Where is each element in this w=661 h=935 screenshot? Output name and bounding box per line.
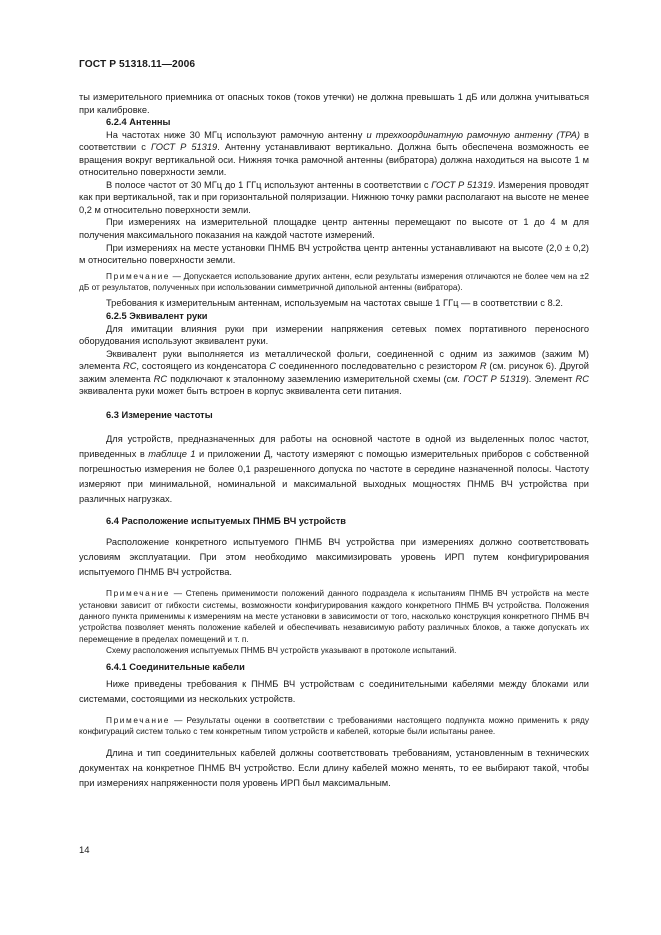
heading-6-2-4: 6.2.4 Антенны: [106, 117, 171, 128]
paragraph-6-2-5-1: Для имитации влияния руки при измерении напряжения сетевых помех портативного переносного оборудования используют эквивалент руки.: [79, 323, 589, 347]
page-number: 14: [79, 845, 90, 856]
document-body: [79, 91, 589, 791]
heading-6-4: 6.4 Расположение испытуемых ПНМБ ВЧ устройств: [106, 515, 346, 526]
paragraph-intro: ты измерительного приемника от опасных токов (токов утечки) не должна превышать 1 дБ или должна учитываться при калибровке.: [79, 92, 589, 115]
paragraph-6-2-4-1: На частотах ниже 30 МГц используют рамочную антенну и трехкоординатную рамочную антенну (ТРА) в соответствии с ГОСТ Р 51319. Антенну устанавливают вертикально. Должна быть обеспечена возможность ее вращения вокруг вертикальной оси. Нижняя точка рамочной антенны (вибратора) должна находиться на высоте 1 м относительно поверхности земли.: [79, 129, 589, 178]
document-header: ГОСТ Р 51318.11—2006: [79, 59, 196, 70]
note-antennas: Примечание — Допускается использование других антенн, если результаты измерения отличаются не более чем на ±2 дБ от результатов, полученных при использовании симметричной дипольной антенны (вибратора).: [79, 270, 589, 293]
paragraph-6-2-4-2: В полосе частот от 30 МГц до 1 ГГц используют антенны в соответствии с ГОСТ Р 51319. Измерения проводят как при вертикальной, так и при горизонтальной поляризации. Нижнюю точку рамки располагают на высоте не менее 0,2 м относительно поверхности земли.: [79, 179, 589, 215]
heading-6-3: 6.3 Измерение частоты: [106, 409, 213, 420]
paragraph-6-4-1-2: Длина и тип соединительных кабелей должны соответствовать требованиям, установленным в технических документах на конкретное ПНМБ ВЧ устройство. Если длину кабелей можно менять, то ее выбирают такой, чтобы при измерениях напряженности поля уровень ИРП был максимальным.: [79, 747, 589, 788]
note-placement: Примечание — Степень применимости положений данного подраздела к испытаниям ПНМБ ВЧ устройств на месте установки зависит от гибкости системы, возможности конфигурирования каждого конкретного ПНМБ ВЧ устройства. Положения данного пункта применимы к измерениям на месте установки в зависимости от того, насколько конструкция конкретного ПНМБ ВЧ устройства позволяет менять положение кабелей и обеспечивать независимую работу различных блоков, а также допускать их перемещение в пределах помещений и т. п.: [79, 588, 589, 644]
heading-6-4-1: 6.4.1 Соединительные кабели: [106, 661, 245, 672]
paragraph-6-4-1-1: Ниже приведены требования к ПНМБ ВЧ устройствам с соединительными кабелями между блоками или системами, состоящими из нескольких устройств.: [79, 679, 589, 705]
heading-6-2-5: 6.2.5 Эквивалент руки: [106, 311, 208, 322]
paragraph-6-2-4-5: Требования к измерительным антеннам, используемым на частотах свыше 1 ГГц — в соответствии с 8.2.: [106, 298, 563, 309]
paragraph-6-2-4-3: При измерениях на измерительной площадке центр антенны перемещают по высоте от 1 до 4 м для получения максимального показания на каждой частоте измерений.: [79, 217, 589, 241]
paragraph-6-3-1: Для устройств, предназначенных для работы на основной частоте в одной из выделенных полос частот, приведенных в таблице 1 и приложении Д, частоту измеряют с помощью измерительных приборов с собственной погрешностью измерения не более 0,1 разрешенного допуска по частоте в середине назначенной полосы. Частоту измеряют при минимальной, номинальной и максимальной выходных мощностях ПНМБ ВЧ устройства при различных нагрузках.: [79, 434, 589, 505]
paragraph-6-4-1: Расположение конкретного испытуемого ПНМБ ВЧ устройства при измерениях должно соответствовать условиям эксплуатации. При этом необходимо максимизировать уровень ИРП путем конфигурирования испытуемого ПНМБ ВЧ устройства.: [79, 537, 589, 578]
note-cables: Примечание — Результаты оценки в соответствии с требованиями настоящего подпункта можно применить к ряду конфигураций систем только с тем конкретным типом устройств и кабелей, которые были испытаны ранее.: [79, 714, 589, 737]
note-placement-line2: Схему расположения испытуемых ПНМБ ВЧ устройств указывают в протоколе испытаний.: [106, 645, 457, 656]
paragraph-6-2-5-2: Эквивалент руки выполняется из металлической фольги, соединенной с одним из зажимов (зажим М) элемента RC, состоящего из конденсатора C соединенного последовательно с резистором R (см. рисунок 6). Другой зажим элемента RC подключают к эталонному заземлению измерительной схемы (см. ГОСТ Р 51319). Элемент RC эквивалента руки может быть встроен в корпус эквивалента сети питания.: [79, 348, 590, 397]
paragraph-6-2-4-4: При измерениях на месте установки ПНМБ ВЧ устройства центр антенны устанавливают на высоте (2,0 ± 0,2) м относительно поверхности земли.: [79, 242, 589, 266]
